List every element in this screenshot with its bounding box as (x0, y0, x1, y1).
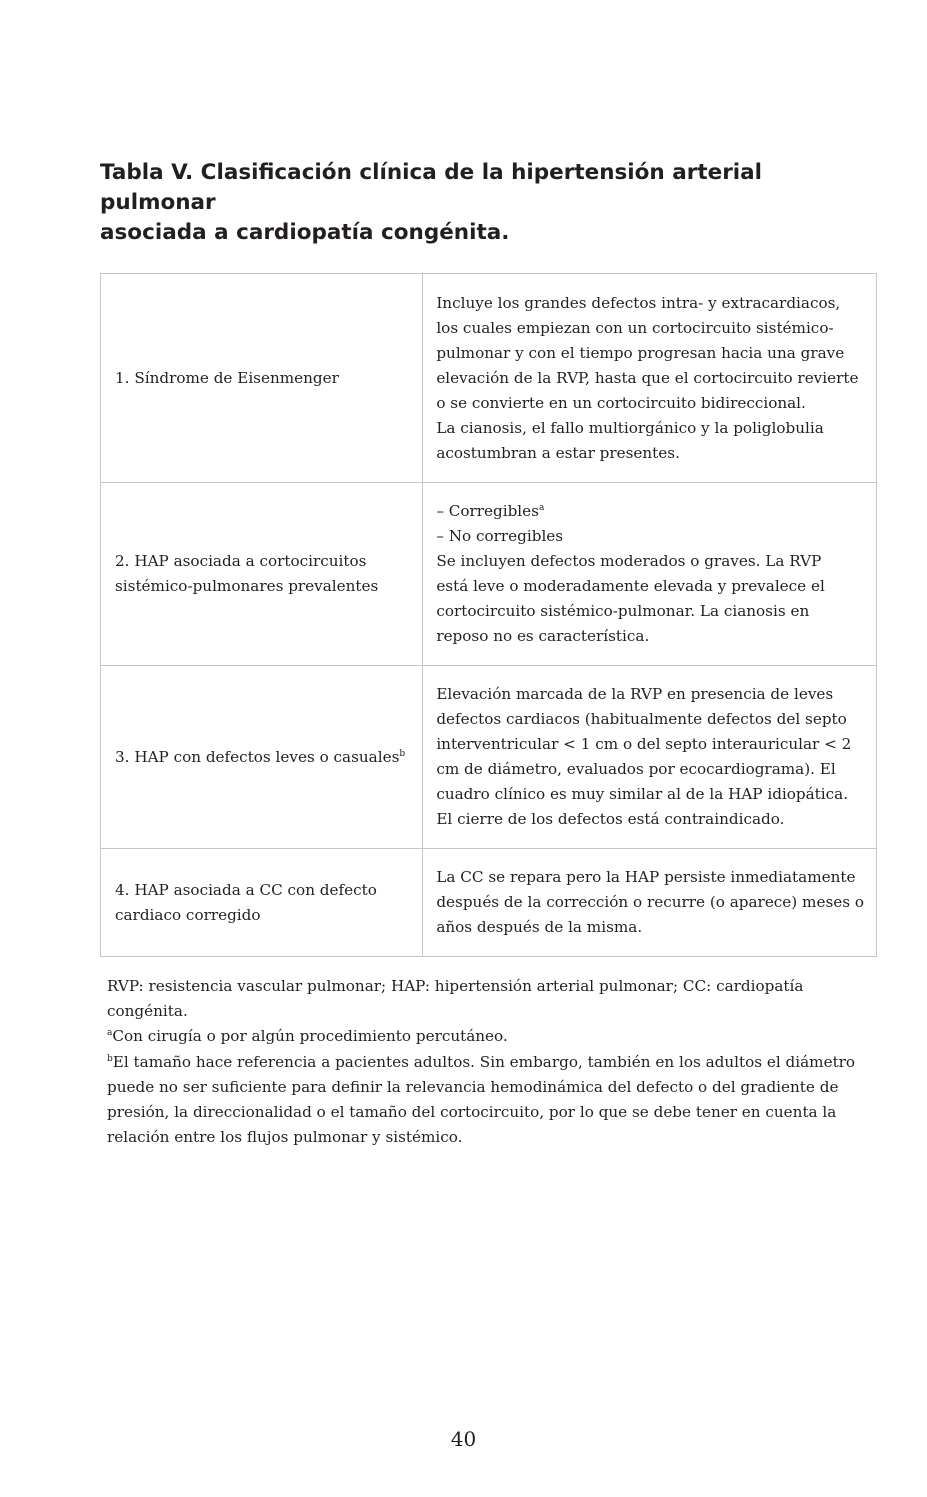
description-cell (423, 849, 877, 957)
description-line: años después de la misma. (436, 918, 643, 936)
abbreviations-note: RVP: resistencia vascular pulmonar; HAP: hipertensión arterial pulmonar; CC: cardiopatía (107, 977, 804, 995)
description-line: acostumbran a estar presentes. (436, 443, 680, 462)
category-text: cardiaco corregido (115, 905, 261, 924)
category-text: sistémico-pulmonares prevalentes (115, 577, 379, 595)
abbreviations-note: congénita. (107, 1002, 188, 1021)
description-line: – No corregibles (436, 527, 564, 545)
description-line: después de la corrección o recurre (o aparece) meses o (436, 893, 864, 911)
category-cell (101, 483, 423, 666)
footnote-a-text: Con cirugía o por algún procedimiento percutáneo. (112, 1027, 508, 1046)
description-line: cortocircuito sistémico-pulmonar. La cianosis en (436, 602, 810, 620)
description-line (436, 499, 864, 524)
description-line: pulmonar y con el tiempo progresan hacia una grave (436, 343, 845, 362)
description-line: Elevación marcada de la RVP en presencia de leves (436, 685, 834, 703)
table-footnotes (107, 974, 867, 1150)
footnote-mark: b (399, 748, 406, 759)
description-line: reposo no es característica. (436, 627, 650, 645)
footnote-b-text: El tamaño hace referencia a pacientes adultos. Sin embargo, también en los adultos el diámetro (112, 1052, 856, 1071)
table-row (101, 274, 877, 483)
description-line: interventricular < 1 cm o del septo interauricular < 2 (436, 735, 852, 753)
category-cell (101, 849, 423, 957)
description-cell (423, 483, 877, 666)
footnote-b (107, 1050, 867, 1075)
description-line: cm de diámetro, evaluados por ecocardiograma). El (436, 760, 836, 778)
footnote-b-line: puede no ser suficiente para definir la relevancia hemodinámica del defecto o del gradiente de (107, 1077, 839, 1096)
footnote-mark: a (538, 503, 545, 513)
footnote-mark: b (107, 1053, 113, 1064)
category-label: 3. HAP con defectos leves o casuales (115, 747, 400, 766)
table-row (101, 483, 877, 666)
category-text (115, 745, 408, 770)
footnote-a (107, 1024, 867, 1049)
description-cell (423, 666, 877, 849)
description-line: La cianosis, el fallo multiorgánico y la poliglobulia (436, 418, 824, 437)
classification-table (100, 273, 877, 957)
description-cell (423, 274, 877, 483)
table-title-line: Tabla V. Clasificación clínica de la hipertensión arterial pulmonar (100, 160, 763, 215)
description-line: La CC se repara pero la HAP persiste inmediatamente (436, 868, 856, 886)
category-cell (101, 274, 423, 483)
description-line: los cuales empiezan con un cortocircuito sistémico- (436, 318, 834, 337)
footnote-b-line: relación entre los flujos pulmonar y sistémico. (107, 1128, 463, 1147)
footnote-mark: a (107, 1028, 113, 1039)
category-cell (101, 666, 423, 849)
description-line: elevación de la RVP, hasta que el cortocircuito revierte (436, 368, 859, 387)
table-row (101, 666, 877, 849)
table-title-line: asociada a cardiopatía congénita. (100, 220, 510, 245)
table-title (100, 158, 860, 248)
description-line: cuadro clínico es muy similar al de la HAP idiopática. (436, 785, 849, 803)
corregibles-text: – Corregibles (436, 502, 539, 520)
description-line: El cierre de los defectos está contraindicado. (436, 810, 785, 828)
description-line: o se convierte en un cortocircuito bidireccional. (436, 393, 806, 412)
category-text: 4. HAP asociada a CC con defecto (115, 880, 377, 899)
description-line: Se incluyen defectos moderados o graves. La RVP (436, 552, 822, 570)
description-line: defectos cardiacos (habitualmente defectos del septo (436, 710, 847, 728)
description-line: Incluye los grandes defectos intra- y extracardiacos, (436, 293, 841, 312)
page-number: 40 (450, 1427, 477, 1451)
category-text: 1. Síndrome de Eisenmenger (115, 368, 339, 387)
footnote-b-line: presión, la direccionalidad o el tamaño del cortocircuito, por lo que se debe tener en cuenta la (107, 1103, 837, 1122)
category-text: 2. HAP asociada a cortocircuitos (115, 552, 367, 570)
table-row (101, 849, 877, 957)
description-line: está leve o moderadamente elevada y prevalece el (436, 577, 825, 595)
